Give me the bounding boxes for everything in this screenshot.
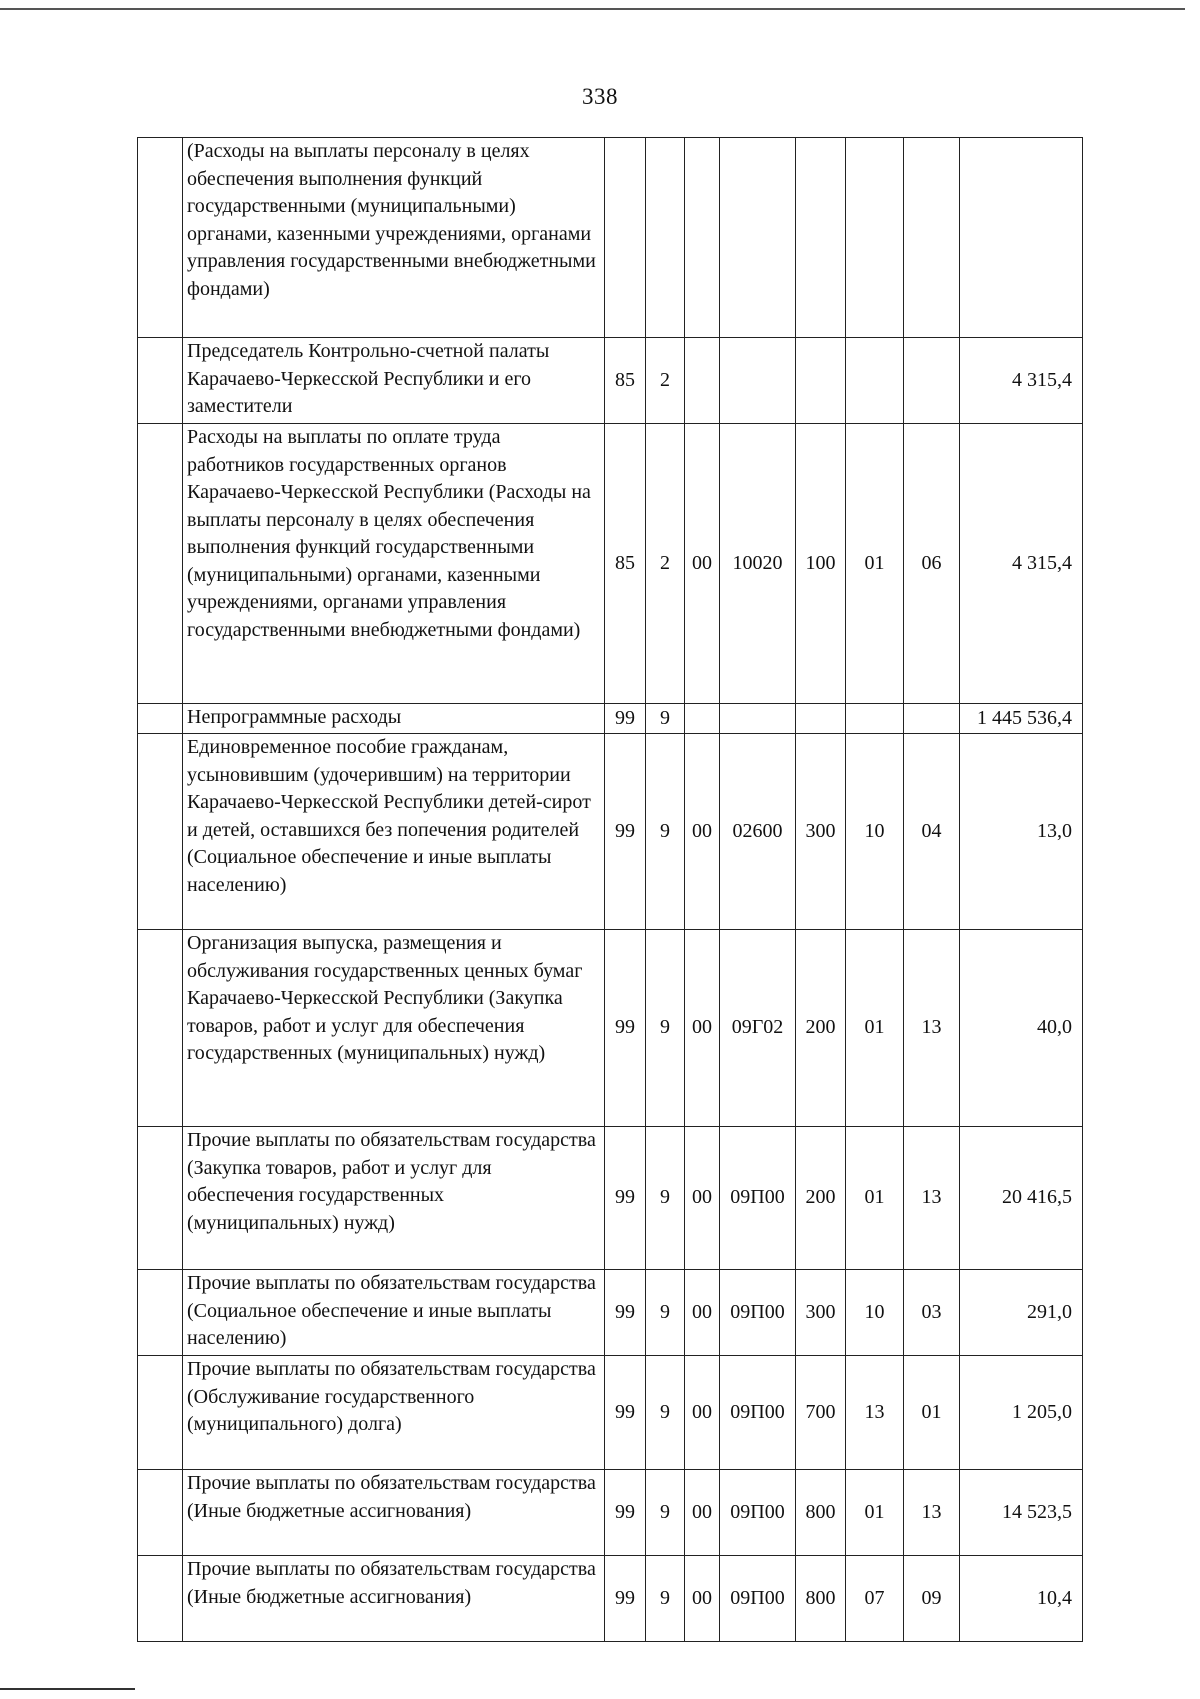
expense-name-cell: Прочие выплаты по обязательствам государства (Закупка товаров, работ и услуг для обеспечения государственных (муниципальных) нужд): [183, 1127, 605, 1270]
budget-table: [137, 137, 1083, 1642]
code-cell: 200: [796, 1127, 846, 1270]
expense-name-cell: Расходы на выплаты по оплате труда работников государственных органов Карачаево-Черкесской Республики (Расходы на выплаты персоналу в целях обеспечения выполнения функций государственными (муниципальными) органами, казенными учреждениями, органами управления государственными внебюджетными фондами): [183, 424, 605, 704]
row-index-cell: [138, 1356, 183, 1470]
code-cell: 9: [646, 1470, 685, 1556]
code-cell: 09П00: [720, 1356, 796, 1470]
code-cell: 9: [646, 930, 685, 1127]
code-cell: [646, 138, 685, 338]
code-cell: 01: [846, 930, 904, 1127]
code-cell: 100: [796, 424, 846, 704]
amount-cell: [960, 138, 1083, 338]
amount-cell: 291,0: [960, 1270, 1083, 1356]
table-row: [138, 1127, 1083, 1270]
amount-cell: 14 523,5: [960, 1470, 1083, 1556]
table-row: [138, 734, 1083, 930]
row-index-cell: [138, 1556, 183, 1642]
code-cell: [685, 704, 720, 734]
expense-name-cell: Непрограммные расходы: [183, 704, 605, 734]
code-cell: 9: [646, 1556, 685, 1642]
code-cell: [796, 704, 846, 734]
code-cell: 700: [796, 1356, 846, 1470]
amount-cell: 10,4: [960, 1556, 1083, 1642]
code-cell: 09Г02: [720, 930, 796, 1127]
code-cell: 800: [796, 1556, 846, 1642]
code-cell: 09П00: [720, 1127, 796, 1270]
code-cell: 09П00: [720, 1470, 796, 1556]
row-index-cell: [138, 930, 183, 1127]
code-cell: [685, 338, 720, 424]
code-cell: 10: [846, 1270, 904, 1356]
code-cell: 300: [796, 1270, 846, 1356]
code-cell: 00: [685, 930, 720, 1127]
code-cell: 07: [846, 1556, 904, 1642]
code-cell: 03: [904, 1270, 960, 1356]
code-cell: [846, 138, 904, 338]
table-row: [138, 1470, 1083, 1556]
row-index-cell: [138, 338, 183, 424]
expense-name-cell: Организация выпуска, размещения и обслуживания государственных ценных бумаг Карачаево-Черкесской Республики (Закупка товаров, работ и услуг для обеспечения государственных (муниципальных) нужд): [183, 930, 605, 1127]
code-cell: [720, 704, 796, 734]
row-index-cell: [138, 1127, 183, 1270]
table-row: [138, 1270, 1083, 1356]
code-cell: 00: [685, 1470, 720, 1556]
code-cell: 13: [846, 1356, 904, 1470]
code-cell: 00: [685, 1127, 720, 1270]
code-cell: 85: [605, 338, 646, 424]
code-cell: [796, 138, 846, 338]
table-row: [138, 704, 1083, 734]
row-index-cell: [138, 424, 183, 704]
amount-cell: 40,0: [960, 930, 1083, 1127]
code-cell: 200: [796, 930, 846, 1127]
page-number: 338: [582, 84, 618, 109]
code-cell: 85: [605, 424, 646, 704]
code-cell: 9: [646, 734, 685, 930]
code-cell: 06: [904, 424, 960, 704]
code-cell: 01: [904, 1356, 960, 1470]
expense-name-cell: Единовременное пособие гражданам, усыновившим (удочерившим) на территории Карачаево-Черкесской Республики детей-сирот и детей, оставшихся без попечения родителей (Социальное обеспечение и иные выплаты населению): [183, 734, 605, 930]
expense-name-cell: Прочие выплаты по обязательствам государства (Иные бюджетные ассигнования): [183, 1556, 605, 1642]
code-cell: 99: [605, 1556, 646, 1642]
code-cell: [685, 138, 720, 338]
code-cell: [605, 138, 646, 338]
amount-cell: 4 315,4: [960, 424, 1083, 704]
expense-name-cell: (Расходы на выплаты персоналу в целях обеспечения выполнения функций государственными (муниципальными) органами, казенными учреждениями, органами управления государственными внебюджетными фондами): [183, 138, 605, 338]
code-cell: 99: [605, 1270, 646, 1356]
code-cell: 00: [685, 734, 720, 930]
row-index-cell: [138, 704, 183, 734]
code-cell: 01: [846, 424, 904, 704]
amount-cell: 13,0: [960, 734, 1083, 930]
code-cell: [720, 338, 796, 424]
row-index-cell: [138, 1270, 183, 1356]
code-cell: 99: [605, 1127, 646, 1270]
code-cell: [904, 704, 960, 734]
table-row: [138, 1356, 1083, 1470]
code-cell: 99: [605, 1356, 646, 1470]
code-cell: [846, 338, 904, 424]
amount-cell: 1 205,0: [960, 1356, 1083, 1470]
table-row: [138, 138, 1083, 338]
top-scan-rule: [0, 8, 1185, 10]
row-index-cell: [138, 734, 183, 930]
code-cell: 13: [904, 1470, 960, 1556]
code-cell: [796, 338, 846, 424]
code-cell: 00: [685, 1270, 720, 1356]
code-cell: 01: [846, 1470, 904, 1556]
expense-name-cell: Прочие выплаты по обязательствам государства (Иные бюджетные ассигнования): [183, 1470, 605, 1556]
code-cell: [904, 138, 960, 338]
code-cell: 09П00: [720, 1556, 796, 1642]
code-cell: 10: [846, 734, 904, 930]
code-cell: 9: [646, 1127, 685, 1270]
amount-cell: 4 315,4: [960, 338, 1083, 424]
code-cell: 9: [646, 1270, 685, 1356]
code-cell: 9: [646, 704, 685, 734]
table-row: [138, 930, 1083, 1127]
code-cell: 00: [685, 424, 720, 704]
code-cell: 9: [646, 1356, 685, 1470]
expense-name-cell: Прочие выплаты по обязательствам государства (Обслуживание государственного (муниципального) долга): [183, 1356, 605, 1470]
code-cell: 04: [904, 734, 960, 930]
code-cell: [904, 338, 960, 424]
table-row: [138, 338, 1083, 424]
table-row: [138, 1556, 1083, 1642]
expense-name-cell: Прочие выплаты по обязательствам государства (Социальное обеспечение и иные выплаты населению): [183, 1270, 605, 1356]
code-cell: 10020: [720, 424, 796, 704]
code-cell: 00: [685, 1356, 720, 1470]
code-cell: 00: [685, 1556, 720, 1642]
code-cell: 13: [904, 1127, 960, 1270]
expense-name-cell: Председатель Контрольно-счетной палаты Карачаево-Черкесской Республики и его заместители: [183, 338, 605, 424]
bottom-scan-rule: [0, 1688, 135, 1690]
code-cell: 2: [646, 424, 685, 704]
code-cell: 13: [904, 930, 960, 1127]
amount-cell: 1 445 536,4: [960, 704, 1083, 734]
code-cell: 99: [605, 734, 646, 930]
row-index-cell: [138, 138, 183, 338]
code-cell: 99: [605, 1470, 646, 1556]
code-cell: 02600: [720, 734, 796, 930]
code-cell: 99: [605, 704, 646, 734]
code-cell: 300: [796, 734, 846, 930]
code-cell: 01: [846, 1127, 904, 1270]
code-cell: 800: [796, 1470, 846, 1556]
code-cell: 09: [904, 1556, 960, 1642]
code-cell: [846, 704, 904, 734]
table-row: [138, 424, 1083, 704]
amount-cell: 20 416,5: [960, 1127, 1083, 1270]
row-index-cell: [138, 1470, 183, 1556]
code-cell: 2: [646, 338, 685, 424]
code-cell: 09П00: [720, 1270, 796, 1356]
code-cell: 99: [605, 930, 646, 1127]
code-cell: [720, 138, 796, 338]
